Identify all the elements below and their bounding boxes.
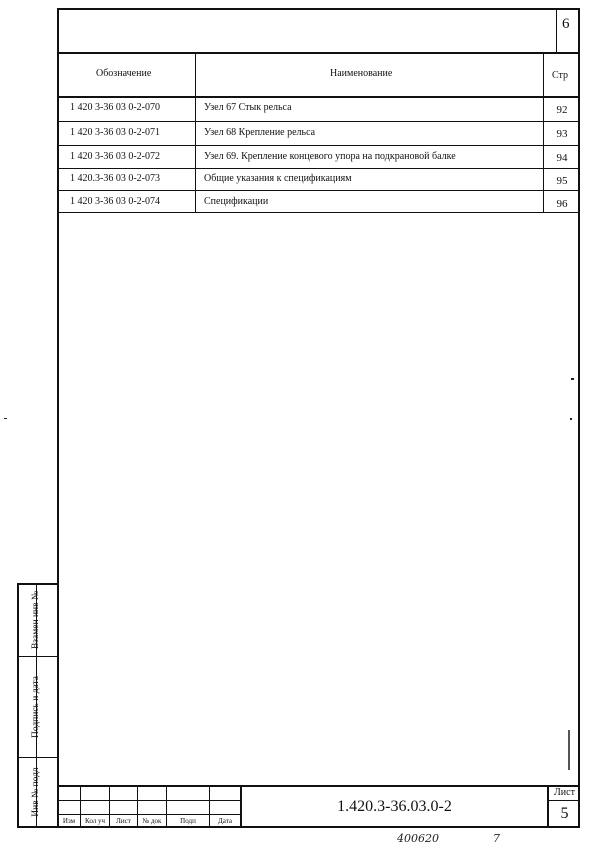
row-designation: 1 420 3-36 03 0-2-074: [70, 196, 160, 207]
tb-label-sheet: Лист: [116, 817, 131, 825]
row-designation: 1 420 3-36 03 0-2-070: [70, 102, 160, 113]
handwritten-archive-number: 400620: [397, 832, 439, 845]
row-designation: 1 420 3-36 03 0-2-071: [70, 127, 160, 138]
tb-label-date: Дата: [218, 817, 232, 825]
handwritten-mark: 7: [493, 832, 500, 845]
side-label-replaced-inv: Взамен инв №: [31, 590, 41, 650]
row-rule: [57, 145, 580, 146]
sheet-label-rule: [547, 800, 580, 801]
row-rule: [57, 168, 580, 169]
row-rule: [57, 121, 580, 122]
row-name: Узел 67 Стык рельса: [204, 102, 292, 113]
row-page: 94: [556, 152, 568, 164]
row-page: 92: [556, 104, 568, 116]
side-label-inv-original: Инв № подл: [31, 767, 41, 817]
scan-speck: [571, 378, 574, 380]
row-page: 95: [556, 175, 568, 187]
side-label-signature-date: Подпись и дата: [31, 676, 41, 739]
column-divider-1: [195, 52, 196, 212]
tb-label-signature: Подп: [180, 817, 196, 825]
scan-speck: [568, 730, 570, 770]
row-name: Спецификации: [204, 196, 269, 207]
header-page: Стр: [552, 70, 569, 81]
row-page: 96: [556, 198, 568, 210]
tb-grid-rule: [57, 814, 240, 815]
document-code: 1.420.3-36.03.0-2: [337, 798, 452, 815]
title-block-top: [57, 785, 580, 787]
corner-box-divider: [556, 8, 557, 52]
row-designation: 1 420 3-36 03 0-2-072: [70, 151, 160, 162]
tb-label-count: Кол уч: [85, 817, 105, 825]
row-name: Общие указания к спецификациям: [204, 173, 352, 184]
row-name: Узел 69. Крепление концевого упора на подкрановой балке: [204, 151, 456, 162]
header-top-rule: [57, 52, 580, 54]
tb-label-doc-no: № док: [142, 817, 162, 825]
row-designation: 1 420.3-36 03 0-2-073: [70, 173, 160, 184]
corner-page-number: 6: [562, 16, 570, 32]
header-bottom-rule: [57, 96, 580, 98]
row-name: Узел 68 Крепление рельса: [204, 127, 316, 138]
header-designation: Обозначение: [96, 68, 152, 79]
scan-speck: [4, 418, 7, 419]
row-rule: [57, 190, 580, 191]
header-name: Наименование: [330, 68, 393, 79]
tb-grid-rule: [57, 800, 240, 801]
sheet-label: Лист: [554, 787, 575, 798]
side-stamp-outer-left: [17, 583, 19, 828]
row-page: 93: [556, 128, 568, 140]
row-rule: [57, 212, 580, 213]
sheet-number: 5: [560, 805, 569, 822]
tb-label-change: Изм: [62, 817, 76, 825]
scan-speck: [570, 418, 572, 420]
